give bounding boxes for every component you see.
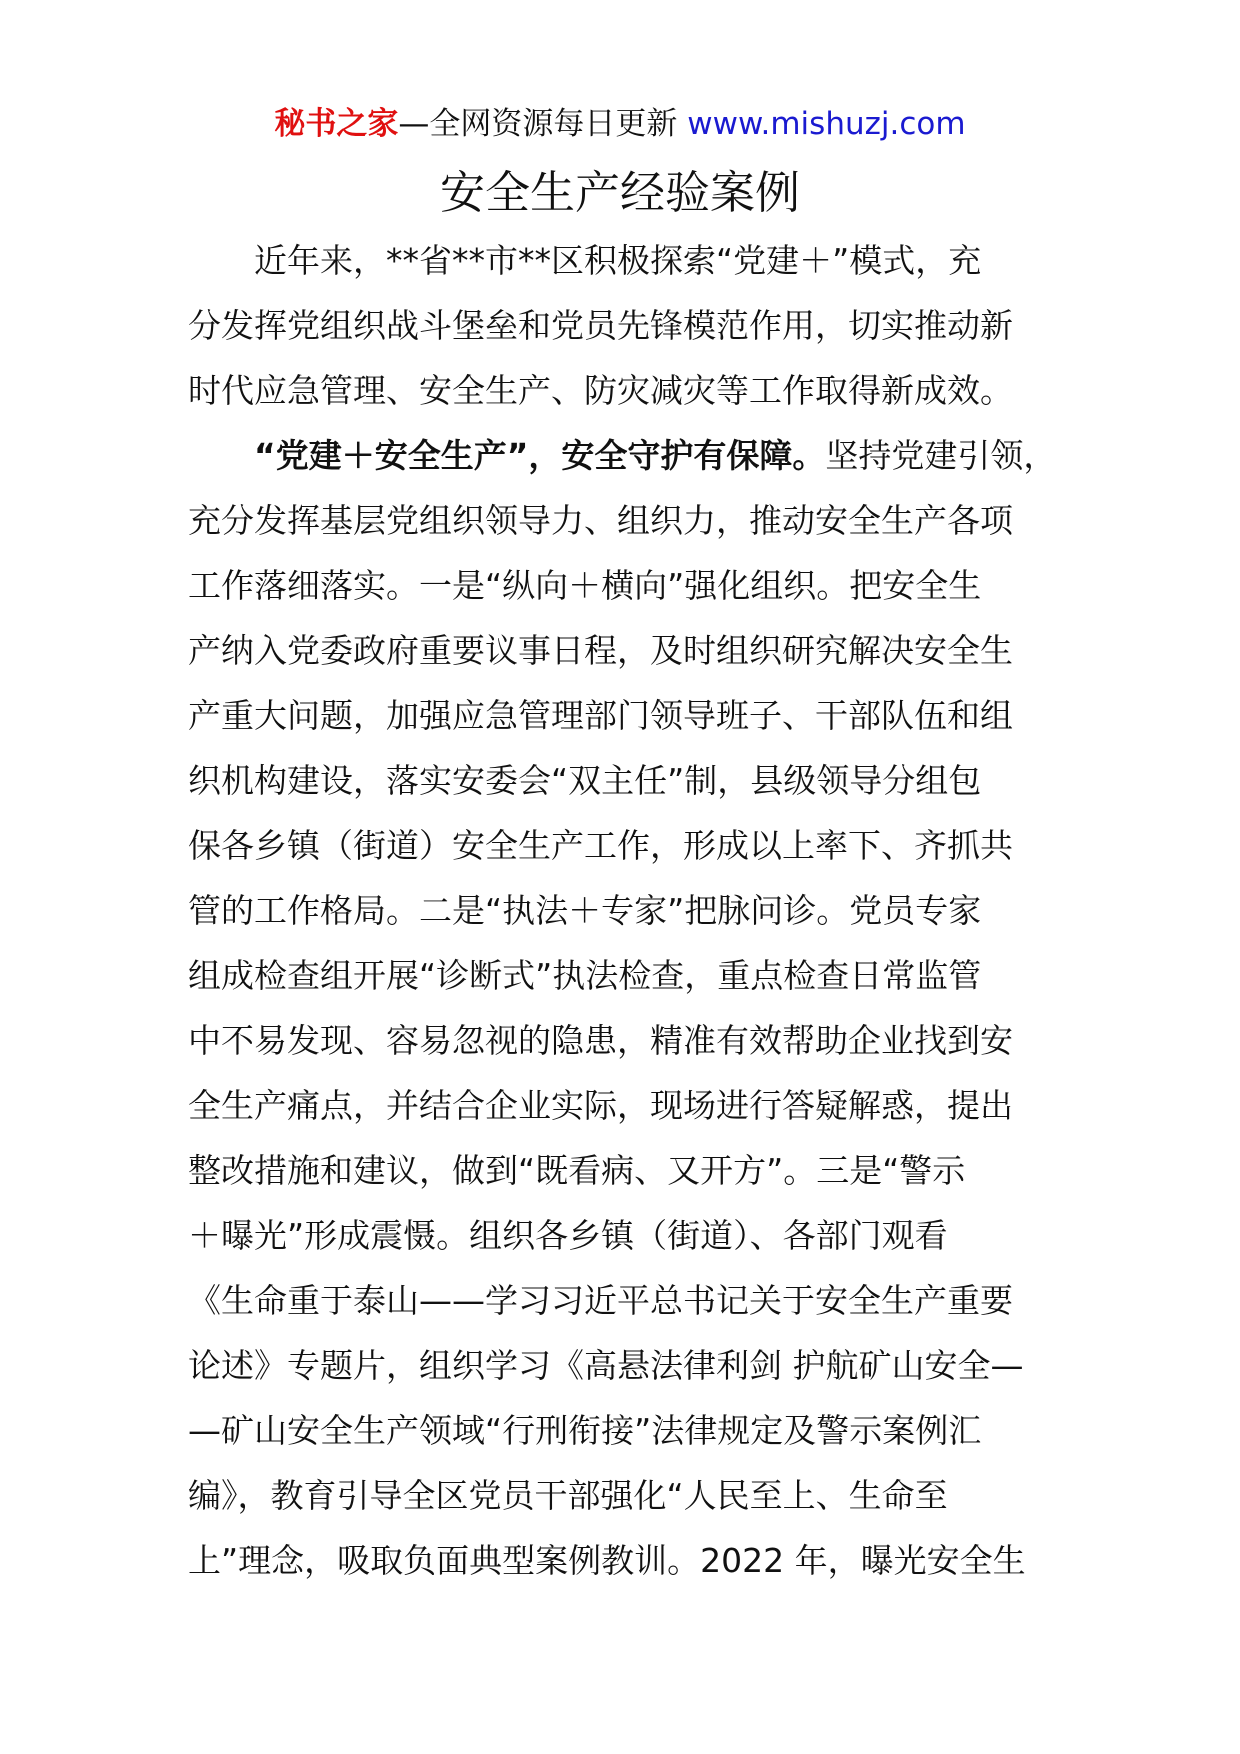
paragraph-line: 上”理念，吸取负面典型案例教训。2022 年，曝光安全生 [188,1541,1026,1580]
section-first-line [188,423,1060,488]
paragraph-line: ＋曝光”形成震慑。组织各乡镇（街道）、各部门观看 [188,1216,948,1255]
intro-paragraph [188,228,1060,423]
section-lead-text: 坚持党建引领， [825,436,1057,475]
paragraph-line: 组成检查组开展“诊断式”执法检查，重点检查日常监管 [188,956,982,995]
paragraph-line: 编》，教育引导全区党员干部强化“人民至上、生命至 [188,1476,948,1515]
document-body [188,228,1060,1593]
paragraph-line: 《生命重于泰山——学习习近平总书记关于安全生产重要 [188,1281,1013,1320]
paragraph-line: 时代应急管理、安全生产、防灾减灾等工作取得新成效。 [188,371,1013,410]
paragraph-line: 产重大问题，加强应急管理部门领导班子、干部队伍和组 [188,696,1013,735]
section-paragraph [188,423,1060,1593]
paragraph-line: 织机构建设，落实安委会“双主任”制，县级领导分组包 [188,761,982,800]
site-header [0,102,1240,146]
section-heading: “党建＋安全生产”，安全守护有保障。 [254,436,826,475]
paragraph-line: 管的工作格局。二是“执法＋专家”把脉问诊。党员专家 [188,891,982,930]
paragraph-line: 中不易发现、容易忽视的隐患，精准有效帮助企业找到安 [188,1021,1013,1060]
paragraph-line: 整改措施和建议，做到“既看病、又开方”。三是“警示 [188,1151,966,1190]
paragraph-line: 全生产痛点，并结合企业实际，现场进行答疑解惑，提出 [188,1086,1013,1125]
paragraph-line: 产纳入党委政府重要议事日程，及时组织研究解决安全生 [188,631,1013,670]
paragraph-line: —矿山安全生产领域“行刑衔接”法律规定及警示案例汇 [188,1411,982,1450]
paragraph-line: 近年来，**省**市**区积极探索“党建＋”模式，充 [254,241,982,280]
paragraph-line: 工作落细落实。一是“纵向＋横向”强化组织。把安全生 [188,566,982,605]
paragraph-line: 分发挥党组织战斗堡垒和党员先锋模范作用，切实推动新 [188,306,1013,345]
brand-name: 秘书之家 [274,106,399,142]
paragraph-line: 论述》专题片，组织学习《高悬法律利剑 护航矿山安全— [188,1346,1024,1385]
paragraph-line: 充分发挥基层党组织领导力、组织力，推动安全生产各项 [188,501,1013,540]
document-title: 安全生产经验案例 [439,166,800,219]
header-slogan: —全网资源每日更新 [398,106,688,142]
site-url-link[interactable]: www.mishuzj.com [687,106,966,142]
paragraph-line: 保各乡镇（街道）安全生产工作，形成以上率下、齐抓共 [188,826,1013,865]
